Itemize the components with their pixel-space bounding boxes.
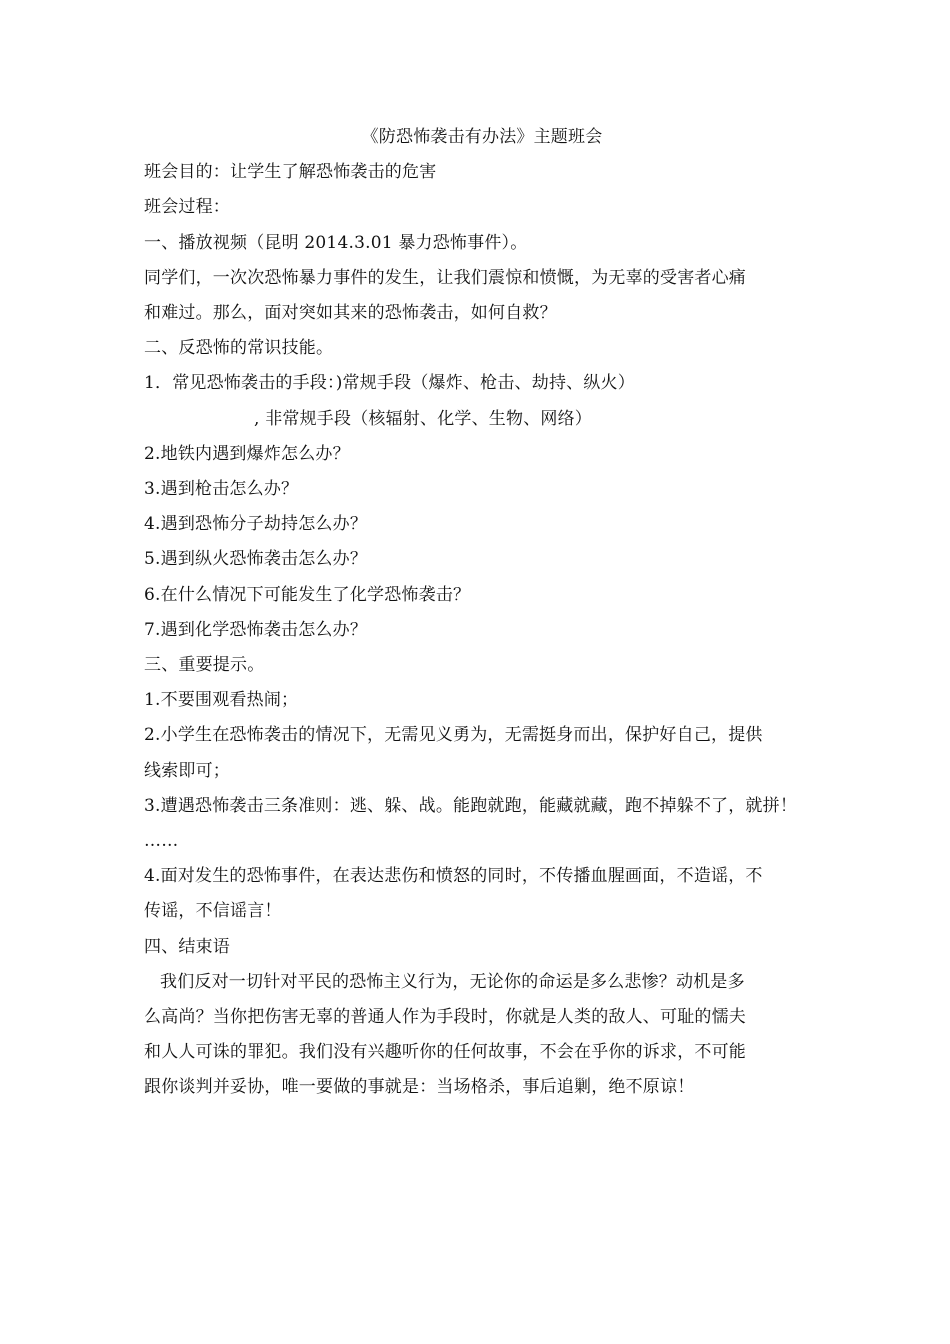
tip-item: 3.遭遇恐怖袭击三条准则：逃、躲、战。能跑就跑，能藏就藏，跑不掉躲不了，就拼！ [144,795,798,816]
paragraph-line: 同学们，一次次恐怖暴力事件的发生，让我们震惊和愤慨，为无辜的受害者心痛 [144,267,746,288]
list-item: 6.在什么情况下可能发生了化学恐怖袭击？ [144,584,471,605]
list-item: 2.地铁内遇到爆炸怎么办？ [144,443,350,464]
document-body [144,120,820,1106]
closing-paragraph-line: 么高尚？当你把伤害无辜的普通人作为手段时，你就是人类的敌人、可耻的懦夫 [144,1007,746,1028]
tip-item: 1.不要围观看热闹； [144,690,299,711]
section-3-heading: 三、重要提示。 [144,655,265,676]
list-item: 7.遇到化学恐怖袭击怎么办？ [144,619,368,640]
document-title: 《防恐怖袭击有办法》主题班会 [361,127,603,147]
tip-item: 2.小学生在恐怖袭击的情况下，无需见义勇为，无需挺身而出，保护好自己，提供 [144,725,763,746]
list-item-continuation: , 非常规手段（核辐射、化学、生物、网络） [254,408,593,429]
closing-paragraph-line: 我们反对一切针对平民的恐怖主义行为，无论你的命运是多么悲惨？动机是多 [160,971,745,992]
tip-item-continuation: 传谣，不信谣言！ [144,901,282,922]
closing-paragraph-line: 和人人可诛的罪犯。我们没有兴趣听你的任何故事，不会在乎你的诉求，不可能 [144,1042,746,1063]
section-1-heading: 一、播放视频（昆明 2014.3.01 暴力恐怖事件）。 [144,232,528,253]
process-heading: 班会过程： [144,197,230,218]
list-item: 1．常见恐怖袭击的手段：)常规手段（爆炸、枪击、劫持、纵火） [144,373,635,394]
paragraph-line: 和难过。那么，面对突如其来的恐怖袭击，如何自救？ [144,303,557,324]
list-item: 4.遇到恐怖分子劫持怎么办？ [144,514,368,535]
ellipsis-line: …… [144,831,179,852]
purpose-line: 班会目的：让学生了解恐怖袭击的危害 [144,162,437,183]
tip-item-continuation: 线索即可； [144,760,230,781]
list-item: 3.遇到枪击怎么办？ [144,479,299,500]
tip-item: 4.面对发生的恐怖事件，在表达悲伤和愤怒的同时，不传播血腥画面，不造谣，不 [144,866,763,887]
section-4-heading: 四、结束语 [144,936,230,957]
section-2-heading: 二、反恐怖的常识技能。 [144,338,334,359]
list-item: 5.遇到纵火恐怖袭击怎么办？ [144,549,368,570]
closing-paragraph-line: 跟你谈判并妥协，唯一要做的事就是：当场格杀，事后追剿，绝不原谅！ [144,1077,695,1098]
